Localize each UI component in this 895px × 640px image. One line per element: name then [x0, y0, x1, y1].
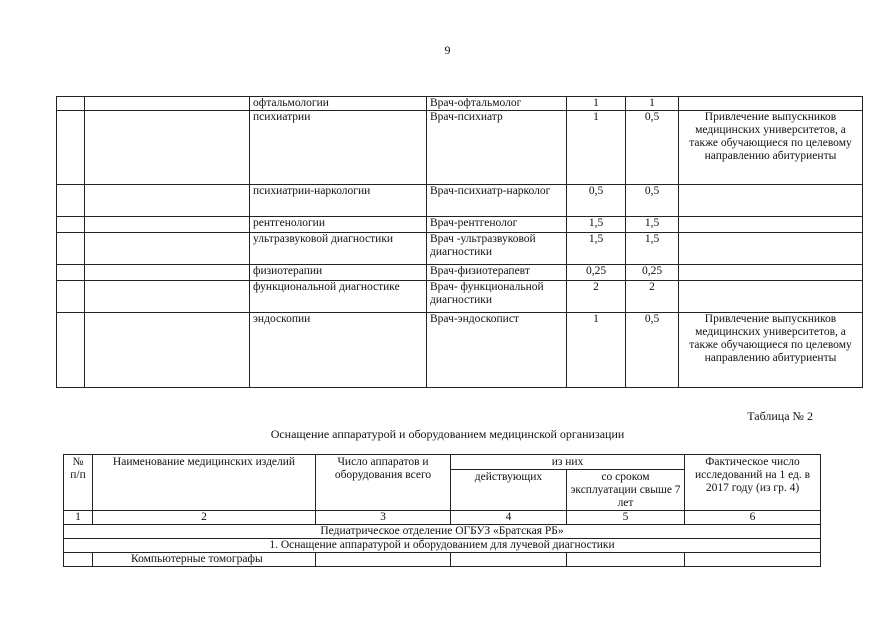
cell-blank [85, 111, 250, 185]
position: Врач-эндоскопист [427, 313, 567, 388]
count-1: 1 [567, 313, 626, 388]
cell-num [57, 217, 85, 233]
header-total: Число аппаратов и оборудования всего [316, 455, 451, 511]
staffing-table [56, 96, 863, 388]
specialty: психиатрии-наркологии [250, 185, 427, 217]
header-name: Наименование медицинских изделий [93, 455, 316, 511]
table-row [57, 111, 863, 185]
specialty: физиотерапии [250, 265, 427, 281]
note [679, 265, 863, 281]
specialty: эндоскопии [250, 313, 427, 388]
count-1: 0,25 [567, 265, 626, 281]
cell-blank [85, 217, 250, 233]
col-number: 3 [316, 511, 451, 525]
section-row [64, 539, 821, 553]
specialty: психиатрии [250, 111, 427, 185]
count-1: 1 [567, 111, 626, 185]
count-2: 1,5 [626, 233, 679, 265]
count-1: 2 [567, 281, 626, 313]
section-title: 1. Оснащение аппаратурой и оборудованием для лучевой диагностики [64, 539, 821, 553]
cell-num [57, 265, 85, 281]
cell-num [64, 553, 93, 567]
table2-caption: Оснащение аппаратурой и оборудованием медицинской организации [270, 427, 625, 441]
table-row [57, 217, 863, 233]
header-studies: Фактическое число исследований на 1 ед. в 2017 году (из гр. 4) [685, 455, 821, 511]
cell-num [57, 233, 85, 265]
col-number: 5 [567, 511, 685, 525]
header-active: действующих [451, 470, 567, 511]
note [679, 185, 863, 217]
table2-header-row [64, 455, 821, 470]
col-number: 6 [685, 511, 821, 525]
col-number: 1 [64, 511, 93, 525]
cell-blank [85, 265, 250, 281]
cell-num [57, 97, 85, 111]
position: Врач-офтальмолог [427, 97, 567, 111]
col-number: 4 [451, 511, 567, 525]
cell-active [451, 553, 567, 567]
position: Врач-психиатр-нарколог [427, 185, 567, 217]
specialty: функциональной диагностике [250, 281, 427, 313]
note: Привлечение выпускников медицинских университетов, а также обучающиеся по целевому направлению абитуриенты [679, 111, 863, 185]
equipment-table [63, 454, 821, 567]
department-name: Педиатрическое отделение ОГБУЗ «Братская РБ» [64, 525, 821, 539]
cell-num [57, 185, 85, 217]
note [679, 97, 863, 111]
count-2: 1 [626, 97, 679, 111]
table-row [57, 265, 863, 281]
item-name: Компьютерные томографы [93, 553, 316, 567]
table-row [64, 553, 821, 567]
count-2: 0,5 [626, 313, 679, 388]
cell-blank [85, 313, 250, 388]
position: Врач -ультразвуковой диагностики [427, 233, 567, 265]
count-1: 1 [567, 97, 626, 111]
specialty: ультразвуковой диагностики [250, 233, 427, 265]
header-of-them: из них [451, 455, 685, 470]
cell-blank [85, 97, 250, 111]
header-old: со сроком эксплуатации свыше 7 лет [567, 470, 685, 511]
count-2: 1,5 [626, 217, 679, 233]
note [679, 233, 863, 265]
count-1: 0,5 [567, 185, 626, 217]
cell-blank [85, 281, 250, 313]
cell-total [316, 553, 451, 567]
page-number: 9 [444, 43, 451, 57]
cell-old [567, 553, 685, 567]
count-2: 0,5 [626, 111, 679, 185]
count-1: 1,5 [567, 233, 626, 265]
table2-label: Таблица № 2 [747, 409, 813, 423]
note [679, 217, 863, 233]
column-number-row [64, 511, 821, 525]
col-number: 2 [93, 511, 316, 525]
count-2: 0,5 [626, 185, 679, 217]
department-row [64, 525, 821, 539]
table-row [57, 313, 863, 388]
position: Врач-физиотерапевт [427, 265, 567, 281]
cell-blank [85, 185, 250, 217]
cell-num [57, 313, 85, 388]
cell-studies [685, 553, 821, 567]
count-2: 2 [626, 281, 679, 313]
cell-num [57, 111, 85, 185]
cell-blank [85, 233, 250, 265]
header-num: № п/п [64, 455, 93, 511]
specialty: рентгенологии [250, 217, 427, 233]
position: Врач-психиатр [427, 111, 567, 185]
count-2: 0,25 [626, 265, 679, 281]
position: Врач- функциональной диагностики [427, 281, 567, 313]
note [679, 281, 863, 313]
count-1: 1,5 [567, 217, 626, 233]
table-row [57, 233, 863, 265]
table-row [57, 281, 863, 313]
cell-num [57, 281, 85, 313]
note: Привлечение выпускников медицинских университетов, а также обучающиеся по целевому направлению абитуриенты [679, 313, 863, 388]
position: Врач-рентгенолог [427, 217, 567, 233]
specialty: офтальмологии [250, 97, 427, 111]
table-row [57, 97, 863, 111]
table-row [57, 185, 863, 217]
